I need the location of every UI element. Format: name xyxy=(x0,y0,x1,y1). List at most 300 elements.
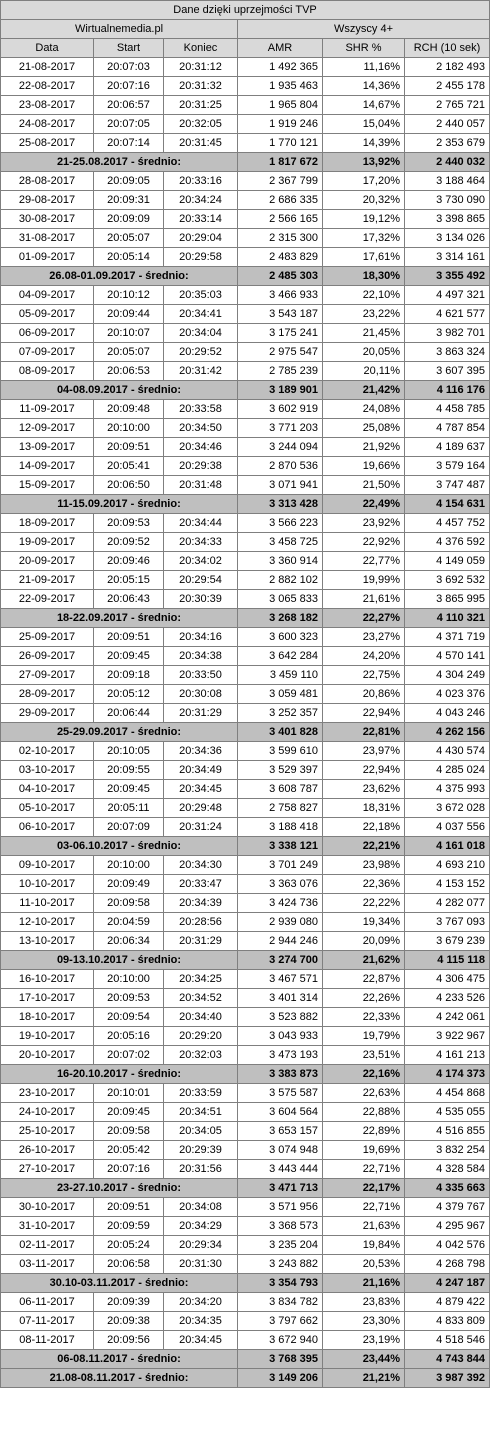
average-shr: 21,42% xyxy=(323,381,405,400)
average-rch: 3 355 492 xyxy=(405,267,490,286)
weekly-average-row xyxy=(1,1179,490,1198)
cell-amr: 3 243 882 xyxy=(238,1255,323,1274)
weekly-average-row xyxy=(1,267,490,286)
cell-date: 06-10-2017 xyxy=(1,818,94,837)
weekly-average-row xyxy=(1,951,490,970)
cell-rch: 2 440 057 xyxy=(405,115,490,134)
cell-date: 10-10-2017 xyxy=(1,875,94,894)
average-label: 04-08.09.2017 - średnio: xyxy=(1,381,238,400)
cell-amr: 2 315 300 xyxy=(238,229,323,248)
cell-amr: 3 459 110 xyxy=(238,666,323,685)
cell-date: 05-09-2017 xyxy=(1,305,94,324)
cell-rch: 4 879 422 xyxy=(405,1293,490,1312)
cell-shr: 23,22% xyxy=(323,305,405,324)
cell-koniec: 20:32:05 xyxy=(164,115,238,134)
table-row xyxy=(1,666,490,685)
cell-amr: 3 363 076 xyxy=(238,875,323,894)
cell-shr: 20,53% xyxy=(323,1255,405,1274)
cell-rch: 3 607 395 xyxy=(405,362,490,381)
cell-start: 20:09:59 xyxy=(94,1217,164,1236)
cell-start: 20:07:16 xyxy=(94,77,164,96)
cell-amr: 3 175 241 xyxy=(238,324,323,343)
average-shr: 22,21% xyxy=(323,837,405,856)
cell-shr: 22,33% xyxy=(323,1008,405,1027)
cell-start: 20:09:54 xyxy=(94,1008,164,1027)
cell-amr: 3 566 223 xyxy=(238,514,323,533)
cell-date: 24-10-2017 xyxy=(1,1103,94,1122)
cell-shr: 17,32% xyxy=(323,229,405,248)
cell-rch: 4 304 249 xyxy=(405,666,490,685)
cell-rch: 3 679 239 xyxy=(405,932,490,951)
cell-start: 20:09:09 xyxy=(94,210,164,229)
cell-amr: 3 571 956 xyxy=(238,1198,323,1217)
cell-rch: 3 767 093 xyxy=(405,913,490,932)
cell-date: 31-10-2017 xyxy=(1,1217,94,1236)
cell-koniec: 20:29:48 xyxy=(164,799,238,818)
cell-start: 20:05:11 xyxy=(94,799,164,818)
cell-start: 20:09:45 xyxy=(94,647,164,666)
cell-date: 09-10-2017 xyxy=(1,856,94,875)
cell-start: 20:09:55 xyxy=(94,761,164,780)
table-row xyxy=(1,1084,490,1103)
cell-amr: 2 870 536 xyxy=(238,457,323,476)
table-row xyxy=(1,1103,490,1122)
table-row xyxy=(1,343,490,362)
cell-shr: 20,86% xyxy=(323,685,405,704)
cell-koniec: 20:29:39 xyxy=(164,1141,238,1160)
cell-koniec: 20:33:47 xyxy=(164,875,238,894)
cell-date: 20-10-2017 xyxy=(1,1046,94,1065)
cell-date: 31-08-2017 xyxy=(1,229,94,248)
cell-shr: 22,71% xyxy=(323,1160,405,1179)
table-row xyxy=(1,685,490,704)
table-row xyxy=(1,1160,490,1179)
average-label: 09-13.10.2017 - średnio: xyxy=(1,951,238,970)
cell-start: 20:10:00 xyxy=(94,856,164,875)
cell-shr: 22,75% xyxy=(323,666,405,685)
cell-date: 20-09-2017 xyxy=(1,552,94,571)
cell-shr: 23,30% xyxy=(323,1312,405,1331)
average-shr: 18,30% xyxy=(323,267,405,286)
cell-koniec: 20:34:40 xyxy=(164,1008,238,1027)
cell-amr: 3 467 571 xyxy=(238,970,323,989)
average-amr: 3 268 182 xyxy=(238,609,323,628)
cell-rch: 3 730 090 xyxy=(405,191,490,210)
average-shr: 21,62% xyxy=(323,951,405,970)
average-amr: 3 401 828 xyxy=(238,723,323,742)
source-label: Wirtualnemedia.pl xyxy=(1,20,238,39)
average-label: 16-20.10.2017 - średnio: xyxy=(1,1065,238,1084)
cell-koniec: 20:31:48 xyxy=(164,476,238,495)
cell-koniec: 20:34:02 xyxy=(164,552,238,571)
weekly-average-row xyxy=(1,837,490,856)
average-rch: 4 161 018 xyxy=(405,837,490,856)
cell-rch: 3 314 161 xyxy=(405,248,490,267)
cell-rch: 3 188 464 xyxy=(405,172,490,191)
table-row xyxy=(1,172,490,191)
cell-start: 20:09:51 xyxy=(94,438,164,457)
cell-shr: 25,08% xyxy=(323,419,405,438)
cell-start: 20:09:52 xyxy=(94,533,164,552)
cell-start: 20:06:34 xyxy=(94,932,164,951)
cell-rch: 4 328 584 xyxy=(405,1160,490,1179)
cell-shr: 20,09% xyxy=(323,932,405,951)
cell-koniec: 20:29:58 xyxy=(164,248,238,267)
average-shr: 13,92% xyxy=(323,153,405,172)
average-rch: 4 115 118 xyxy=(405,951,490,970)
table-row xyxy=(1,362,490,381)
cell-amr: 2 939 080 xyxy=(238,913,323,932)
cell-rch: 4 023 376 xyxy=(405,685,490,704)
cell-rch: 3 579 164 xyxy=(405,457,490,476)
cell-start: 20:09:45 xyxy=(94,1103,164,1122)
cell-date: 30-08-2017 xyxy=(1,210,94,229)
cell-koniec: 20:30:39 xyxy=(164,590,238,609)
cell-koniec: 20:34:05 xyxy=(164,1122,238,1141)
table-row xyxy=(1,1008,490,1027)
cell-shr: 22,94% xyxy=(323,761,405,780)
cell-amr: 2 758 827 xyxy=(238,799,323,818)
cell-koniec: 20:29:54 xyxy=(164,571,238,590)
cell-amr: 3 602 919 xyxy=(238,400,323,419)
cell-koniec: 20:31:24 xyxy=(164,818,238,837)
average-rch: 4 262 156 xyxy=(405,723,490,742)
cell-shr: 20,05% xyxy=(323,343,405,362)
table-row xyxy=(1,134,490,153)
cell-shr: 21,61% xyxy=(323,590,405,609)
cell-shr: 18,31% xyxy=(323,799,405,818)
cell-rch: 3 692 532 xyxy=(405,571,490,590)
table-row xyxy=(1,115,490,134)
table-row xyxy=(1,324,490,343)
cell-shr: 20,32% xyxy=(323,191,405,210)
cell-rch: 4 282 077 xyxy=(405,894,490,913)
weekly-average-row xyxy=(1,153,490,172)
table-row xyxy=(1,286,490,305)
average-amr: 3 274 700 xyxy=(238,951,323,970)
cell-rch: 4 518 546 xyxy=(405,1331,490,1350)
average-label: 18-22.09.2017 - średnio: xyxy=(1,609,238,628)
cell-start: 20:09:53 xyxy=(94,514,164,533)
cell-shr: 15,04% xyxy=(323,115,405,134)
cell-rch: 4 457 752 xyxy=(405,514,490,533)
table-row xyxy=(1,1198,490,1217)
cell-shr: 22,18% xyxy=(323,818,405,837)
cell-koniec: 20:34:38 xyxy=(164,647,238,666)
cell-koniec: 20:31:12 xyxy=(164,58,238,77)
cell-koniec: 20:31:56 xyxy=(164,1160,238,1179)
cell-shr: 19,79% xyxy=(323,1027,405,1046)
cell-rch: 3 832 254 xyxy=(405,1141,490,1160)
cell-start: 20:05:07 xyxy=(94,229,164,248)
table-row xyxy=(1,305,490,324)
cell-rch: 3 863 324 xyxy=(405,343,490,362)
cell-start: 20:09:05 xyxy=(94,172,164,191)
cell-shr: 22,87% xyxy=(323,970,405,989)
cell-rch: 4 497 321 xyxy=(405,286,490,305)
cell-rch: 4 458 785 xyxy=(405,400,490,419)
cell-rch: 3 865 995 xyxy=(405,590,490,609)
cell-shr: 23,83% xyxy=(323,1293,405,1312)
cell-amr: 1 935 463 xyxy=(238,77,323,96)
table-row xyxy=(1,875,490,894)
cell-rch: 4 787 854 xyxy=(405,419,490,438)
cell-koniec: 20:34:33 xyxy=(164,533,238,552)
cell-koniec: 20:34:50 xyxy=(164,419,238,438)
column-header-shr: SHR % xyxy=(323,39,405,58)
table-row xyxy=(1,457,490,476)
table-row xyxy=(1,77,490,96)
cell-amr: 3 235 204 xyxy=(238,1236,323,1255)
average-shr: 22,49% xyxy=(323,495,405,514)
cell-koniec: 20:34:30 xyxy=(164,856,238,875)
cell-start: 20:10:01 xyxy=(94,1084,164,1103)
cell-date: 25-08-2017 xyxy=(1,134,94,153)
table-title-row xyxy=(1,1,490,20)
cell-amr: 3 059 481 xyxy=(238,685,323,704)
cell-shr: 22,71% xyxy=(323,1198,405,1217)
cell-start: 20:09:53 xyxy=(94,989,164,1008)
cell-koniec: 20:34:35 xyxy=(164,1312,238,1331)
column-header-start: Start xyxy=(94,39,164,58)
average-label: 30.10-03.11.2017 - średnio: xyxy=(1,1274,238,1293)
cell-koniec: 20:32:03 xyxy=(164,1046,238,1065)
cell-start: 20:10:00 xyxy=(94,419,164,438)
cell-shr: 23,51% xyxy=(323,1046,405,1065)
cell-start: 20:05:16 xyxy=(94,1027,164,1046)
cell-amr: 2 367 799 xyxy=(238,172,323,191)
cell-rch: 4 189 637 xyxy=(405,438,490,457)
cell-koniec: 20:31:25 xyxy=(164,96,238,115)
cell-start: 20:09:44 xyxy=(94,305,164,324)
table-row xyxy=(1,514,490,533)
cell-date: 27-09-2017 xyxy=(1,666,94,685)
cell-amr: 3 797 662 xyxy=(238,1312,323,1331)
cell-amr: 3 701 249 xyxy=(238,856,323,875)
table-row xyxy=(1,894,490,913)
table-row xyxy=(1,571,490,590)
cell-shr: 23,97% xyxy=(323,742,405,761)
table-row xyxy=(1,419,490,438)
cell-rch: 3 134 026 xyxy=(405,229,490,248)
cell-start: 20:05:07 xyxy=(94,343,164,362)
cell-start: 20:09:58 xyxy=(94,1122,164,1141)
table-row xyxy=(1,1217,490,1236)
cell-shr: 19,99% xyxy=(323,571,405,590)
average-label: 23-27.10.2017 - średnio: xyxy=(1,1179,238,1198)
cell-koniec: 20:31:45 xyxy=(164,134,238,153)
average-amr: 1 817 672 xyxy=(238,153,323,172)
cell-start: 20:05:24 xyxy=(94,1236,164,1255)
cell-koniec: 20:28:56 xyxy=(164,913,238,932)
average-rch: 2 440 032 xyxy=(405,153,490,172)
cell-amr: 1 965 804 xyxy=(238,96,323,115)
weekly-average-row xyxy=(1,723,490,742)
cell-rch: 4 042 576 xyxy=(405,1236,490,1255)
weekly-average-row xyxy=(1,381,490,400)
cell-date: 04-09-2017 xyxy=(1,286,94,305)
cell-date: 26-10-2017 xyxy=(1,1141,94,1160)
cell-start: 20:09:58 xyxy=(94,894,164,913)
cell-amr: 3 188 418 xyxy=(238,818,323,837)
cell-rch: 4 371 719 xyxy=(405,628,490,647)
cell-date: 25-09-2017 xyxy=(1,628,94,647)
cell-shr: 22,92% xyxy=(323,533,405,552)
table-row xyxy=(1,1046,490,1065)
cell-amr: 3 575 587 xyxy=(238,1084,323,1103)
table-row xyxy=(1,191,490,210)
cell-rch: 4 153 152 xyxy=(405,875,490,894)
cell-amr: 3 466 933 xyxy=(238,286,323,305)
cell-start: 20:10:00 xyxy=(94,970,164,989)
cell-rch: 4 570 141 xyxy=(405,647,490,666)
overall-average-row xyxy=(1,1369,490,1388)
table-row xyxy=(1,913,490,932)
cell-koniec: 20:34:29 xyxy=(164,1217,238,1236)
cell-koniec: 20:34:44 xyxy=(164,514,238,533)
cell-rch: 4 037 556 xyxy=(405,818,490,837)
overall-average-shr: 21,21% xyxy=(323,1369,405,1388)
cell-shr: 11,16% xyxy=(323,58,405,77)
weekly-average-row xyxy=(1,1274,490,1293)
cell-amr: 1 770 121 xyxy=(238,134,323,153)
cell-rch: 4 376 592 xyxy=(405,533,490,552)
average-label: 06-08.11.2017 - średnio: xyxy=(1,1350,238,1369)
average-label: 11-15.09.2017 - średnio: xyxy=(1,495,238,514)
cell-start: 20:07:05 xyxy=(94,115,164,134)
cell-rch: 4 833 809 xyxy=(405,1312,490,1331)
cell-amr: 2 686 335 xyxy=(238,191,323,210)
average-rch: 4 335 663 xyxy=(405,1179,490,1198)
cell-date: 03-11-2017 xyxy=(1,1255,94,1274)
cell-rch: 3 672 028 xyxy=(405,799,490,818)
cell-date: 07-11-2017 xyxy=(1,1312,94,1331)
cell-koniec: 20:29:52 xyxy=(164,343,238,362)
cell-koniec: 20:34:52 xyxy=(164,989,238,1008)
cell-date: 15-09-2017 xyxy=(1,476,94,495)
table-row xyxy=(1,647,490,666)
cell-amr: 3 604 564 xyxy=(238,1103,323,1122)
table-row xyxy=(1,58,490,77)
cell-date: 01-09-2017 xyxy=(1,248,94,267)
cell-date: 29-08-2017 xyxy=(1,191,94,210)
average-shr: 22,17% xyxy=(323,1179,405,1198)
table-row xyxy=(1,799,490,818)
cell-start: 20:09:39 xyxy=(94,1293,164,1312)
cell-date: 18-09-2017 xyxy=(1,514,94,533)
cell-shr: 21,50% xyxy=(323,476,405,495)
cell-amr: 2 882 102 xyxy=(238,571,323,590)
cell-koniec: 20:34:41 xyxy=(164,305,238,324)
cell-rch: 2 455 178 xyxy=(405,77,490,96)
cell-rch: 4 375 993 xyxy=(405,780,490,799)
average-amr: 2 485 303 xyxy=(238,267,323,286)
cell-amr: 3 424 736 xyxy=(238,894,323,913)
overall-average-rch: 3 987 392 xyxy=(405,1369,490,1388)
cell-shr: 23,27% xyxy=(323,628,405,647)
cell-koniec: 20:33:58 xyxy=(164,400,238,419)
cell-amr: 1 919 246 xyxy=(238,115,323,134)
cell-date: 06-11-2017 xyxy=(1,1293,94,1312)
cell-shr: 22,26% xyxy=(323,989,405,1008)
overall-average-amr: 3 149 206 xyxy=(238,1369,323,1388)
cell-koniec: 20:31:29 xyxy=(164,704,238,723)
cell-rch: 2 182 493 xyxy=(405,58,490,77)
cell-date: 30-10-2017 xyxy=(1,1198,94,1217)
cell-amr: 3 368 573 xyxy=(238,1217,323,1236)
table-row xyxy=(1,248,490,267)
table-row xyxy=(1,780,490,799)
cell-koniec: 20:33:16 xyxy=(164,172,238,191)
cell-date: 02-10-2017 xyxy=(1,742,94,761)
cell-date: 27-10-2017 xyxy=(1,1160,94,1179)
cell-shr: 22,89% xyxy=(323,1122,405,1141)
cell-shr: 19,12% xyxy=(323,210,405,229)
cell-date: 11-10-2017 xyxy=(1,894,94,913)
cell-amr: 3 074 948 xyxy=(238,1141,323,1160)
cell-rch: 4 454 868 xyxy=(405,1084,490,1103)
weekly-average-row xyxy=(1,495,490,514)
cell-rch: 2 353 679 xyxy=(405,134,490,153)
cell-start: 20:06:57 xyxy=(94,96,164,115)
cell-koniec: 20:31:32 xyxy=(164,77,238,96)
column-header-rch: RCH (10 sek) xyxy=(405,39,490,58)
cell-start: 20:05:15 xyxy=(94,571,164,590)
cell-start: 20:09:18 xyxy=(94,666,164,685)
header-group-row xyxy=(1,20,490,39)
average-amr: 3 338 121 xyxy=(238,837,323,856)
column-header-data: Data xyxy=(1,39,94,58)
cell-rch: 3 747 487 xyxy=(405,476,490,495)
cell-start: 20:09:48 xyxy=(94,400,164,419)
average-shr: 23,44% xyxy=(323,1350,405,1369)
cell-start: 20:10:05 xyxy=(94,742,164,761)
cell-koniec: 20:35:03 xyxy=(164,286,238,305)
cell-rch: 3 922 967 xyxy=(405,1027,490,1046)
cell-koniec: 20:33:59 xyxy=(164,1084,238,1103)
cell-koniec: 20:34:08 xyxy=(164,1198,238,1217)
cell-shr: 22,63% xyxy=(323,1084,405,1103)
cell-rch: 3 982 701 xyxy=(405,324,490,343)
cell-shr: 22,88% xyxy=(323,1103,405,1122)
cell-amr: 3 065 833 xyxy=(238,590,323,609)
cell-amr: 3 043 933 xyxy=(238,1027,323,1046)
cell-date: 23-08-2017 xyxy=(1,96,94,115)
table-row xyxy=(1,1293,490,1312)
table-row xyxy=(1,989,490,1008)
average-label: 21-25.08.2017 - średnio: xyxy=(1,153,238,172)
cell-date: 28-08-2017 xyxy=(1,172,94,191)
cell-rch: 4 535 055 xyxy=(405,1103,490,1122)
cell-shr: 23,19% xyxy=(323,1331,405,1350)
cell-start: 20:06:50 xyxy=(94,476,164,495)
cell-koniec: 20:34:36 xyxy=(164,742,238,761)
cell-date: 21-08-2017 xyxy=(1,58,94,77)
cell-start: 20:05:14 xyxy=(94,248,164,267)
cell-rch: 4 430 574 xyxy=(405,742,490,761)
cell-shr: 21,92% xyxy=(323,438,405,457)
cell-amr: 3 608 787 xyxy=(238,780,323,799)
cell-rch: 3 398 865 xyxy=(405,210,490,229)
average-rch: 4 743 844 xyxy=(405,1350,490,1369)
overall-average-label: 21.08-08.11.2017 - średnio: xyxy=(1,1369,238,1388)
cell-date: 11-09-2017 xyxy=(1,400,94,419)
cell-amr: 3 653 157 xyxy=(238,1122,323,1141)
table-row xyxy=(1,438,490,457)
cell-koniec: 20:34:49 xyxy=(164,761,238,780)
cell-shr: 20,11% xyxy=(323,362,405,381)
cell-rch: 4 242 061 xyxy=(405,1008,490,1027)
